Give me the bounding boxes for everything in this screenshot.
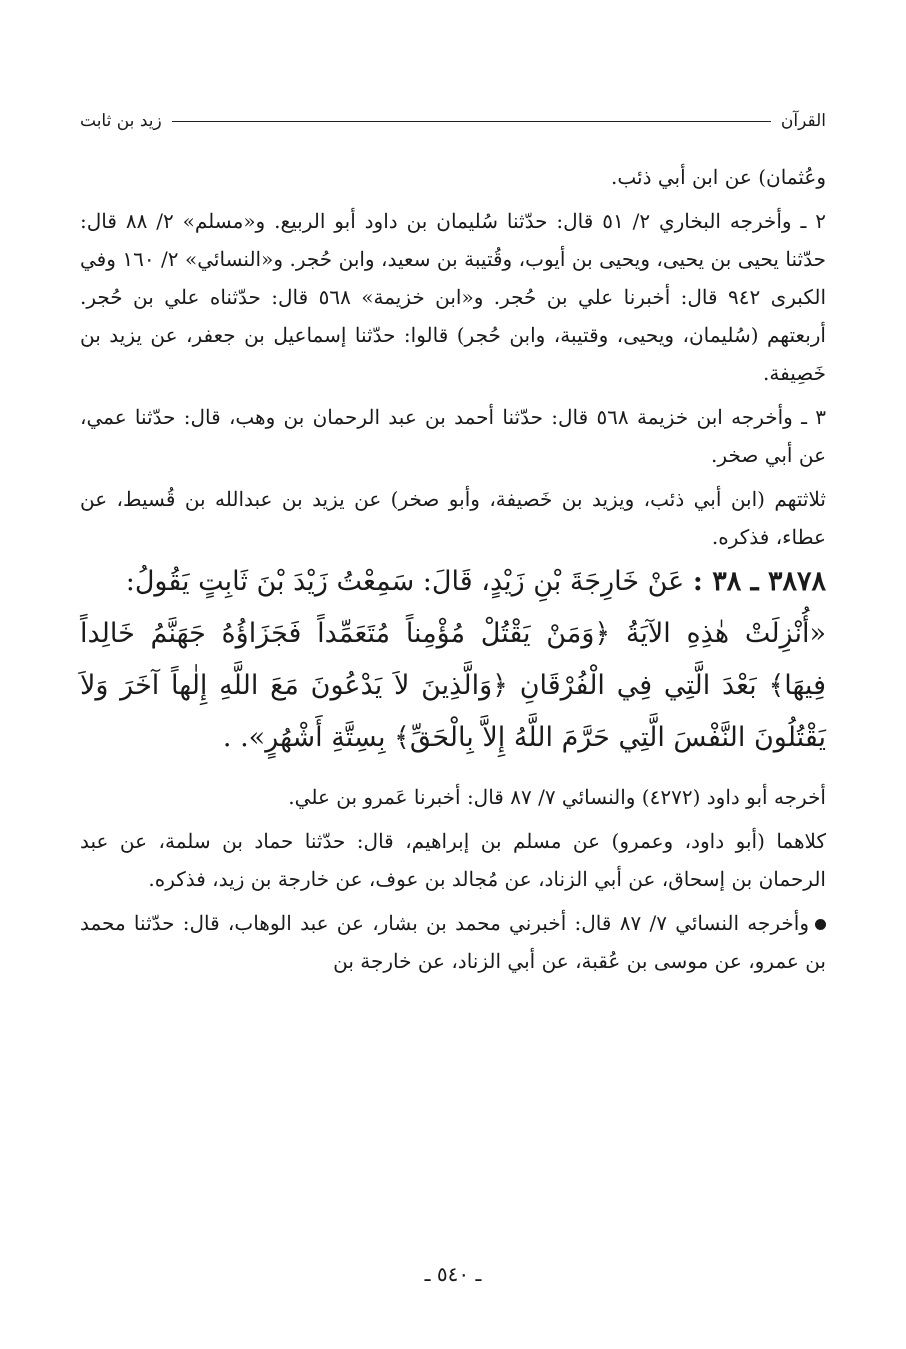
paragraph-takhrij-2: ٢ ـ وأخرجه البخاري ٢/ ٥١ قال: حدّثنا سُليمان بن داود أبو الربيع. و«مسلم» ٢/ ٨٨ قال: حدّثنا يحيى بن يحيى، ويحيى بن أيوب، وقُتيبة بن سعيد، وابن حُجر. و«النسائي» ٢/ ١٦٠ وفي الكبرى ٩٤٢ قال: أخبرنا علي بن حُجر. و«ابن خزيمة» ٥٦٨ قال: حدّثناه علي بن حُجر. أربعتهم (سُليمان، ويحيى، وقتيبة، وابن حُجر) قالوا: حدّثنا إسماعيل بن جعفر، عن يزيد بن خَصِيفة. xyxy=(80,209,827,385)
paragraph-summary: ثلاثتهم (ابن أبي ذئب، ويزيد بن خَصيفة، وأبو صخر) عن يزيد بن عبدالله بن قُسيط، عن عطاء، فذكره. xyxy=(80,487,826,549)
takhrij-bullet-text: وأخرجه النسائي ٧/ ٨٧ قال: أخبرني محمد بن بشار، عن عبد الوهاب، قال: حدّثنا محمد بن عمرو، عن موسى بن عُقبة، عن أبي الزناد، عن خارجة بن xyxy=(80,911,826,973)
bullet-icon xyxy=(815,919,826,930)
header-section-title: القرآن xyxy=(780,111,826,131)
paragraph-continuation: وعُثمان) عن ابن أبي ذئب. xyxy=(611,165,826,189)
page-number: ـ ٥٤٠ ـ xyxy=(424,1262,482,1286)
hadith-heading xyxy=(80,556,826,608)
header-companion-name: زيد بن ثابت xyxy=(80,111,162,131)
hadith-intro: عَنْ خَارِجَةَ بْنِ زَيْدٍ، قَالَ: سَمِعْتُ زَيْدَ بْنَ ثَابِتٍ يَقُولُ: xyxy=(125,566,685,597)
hadith-text: «أُنْزِلَتْ هٰذِهِ الآيَةُ ﴿وَمَنْ يَقْتُلْ مُؤْمِناً مُتَعَمِّداً فَجَزَاؤُهُ جَهَنَّمُ خَالِداً فِيهَا﴾ بَعْدَ الَّتِي فِي الْفُرْقَانِ ﴿وَالَّذِينَ لاَ يَدْعُونَ مَعَ اللَّهِ إِلٰهاً آخَرَ وَلاَ يَقْتُلُونَ النَّفْسَ الَّتِي حَرَّمَ اللَّهُ إِلاَّ بِالْحَقِّ﴾ بِسِتَّةِ أَشْهُرٍ». . xyxy=(80,618,826,753)
takhrij-paragraph: كلاهما (أبو داود، وعمرو) عن مسلم بن إبراهيم، قال: حدّثنا حماد بن سلمة، عن عبد الرحمان بن إسحاق، عن أبي الزناد، عن مُجالد بن عوف، عن خارجة بن زيد، فذكره. xyxy=(80,829,826,891)
takhrij-paragraph: أخرجه أبو داود (٤٢٧٢) والنسائي ٧/ ٨٧ قال: أخبرنا عَمرو بن علي. xyxy=(288,785,826,809)
hadith-number: ٣٨٧٨ ـ ٣٨ : xyxy=(692,566,826,597)
header-rule xyxy=(172,121,771,122)
takhrij-paragraph-bulleted xyxy=(80,904,826,980)
paragraph-takhrij-3: ٣ ـ وأخرجه ابن خزيمة ٥٦٨ قال: حدّثنا أحمد بن عبد الرحمان بن وهب، قال: حدّثنا عمي، عن أبي صخر. xyxy=(80,405,826,467)
page-body xyxy=(80,158,826,980)
running-header xyxy=(80,104,826,138)
